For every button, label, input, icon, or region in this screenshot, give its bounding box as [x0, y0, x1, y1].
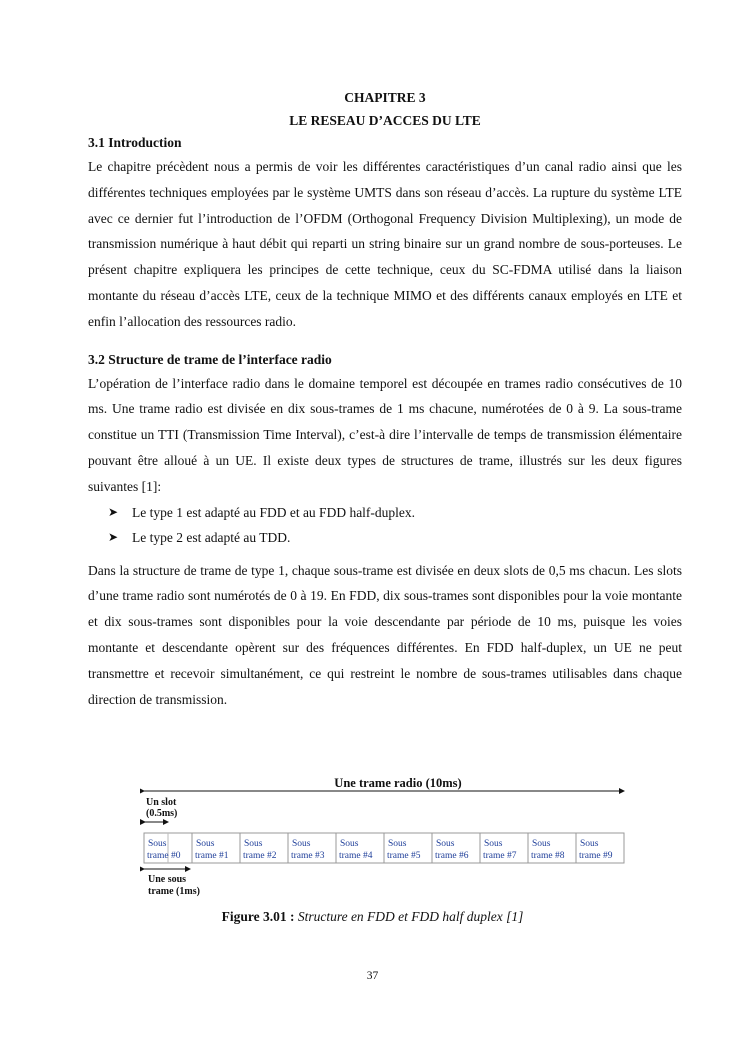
subframe-label-line1: Une sous [148, 874, 187, 885]
subframe-label-bottom: trame #7 [483, 851, 517, 861]
subframe-label-top: Sous [196, 839, 215, 849]
subframe-label-bottom: trame #8 [531, 851, 565, 861]
subframe-label-top: Sous [388, 839, 407, 849]
frame-structure-figure [140, 774, 630, 900]
frame-type-list [88, 500, 682, 550]
intro-paragraph: Le chapitre précèdent nous a permis de voir les différentes caractéristiques d’un canal radio ainsi que les différentes techniques employées par le système UMTS dans son réseau d’accès. La rupture du système LTE avec ce dernier fut l’introduction de l’OFDM (Orthogonal Frequency Division Multiplexing), un mode de transmission numérique à haut débit qui reparti un string binaire sur un grand nombre de sous-porteuses. Le présent chapitre expliquera les principes de cette technique, ceux du SC-FDMA utilisé dans la liaison montante du réseau d’accès LTE, ceux de la technique MIMO et des différents canaux employés en LTE et enfin l’allocation des ressources radio. [88, 159, 682, 329]
subframe-label-bottom: trame #6 [435, 851, 469, 861]
slot-label-line1: Un slot [146, 797, 177, 808]
list-item: ➤ Le type 2 est adapté au TDD. [108, 525, 682, 550]
subframe-label-bottom: trame #1 [195, 851, 229, 861]
subframe-label-top: Sous [340, 839, 359, 849]
page-content [88, 86, 682, 712]
section-frame-title: 3.2 Structure de trame de l’interface radio [88, 351, 332, 367]
chapter-title: LE RESEAU D’ACCES DU LTE [289, 113, 481, 128]
page-number: 37 [366, 970, 379, 982]
subframe-label-top: Sous [580, 839, 599, 849]
subframe-label-top: Sous [436, 839, 455, 849]
subframe-label-top: Sous [292, 839, 311, 849]
chapter-label: CHAPITRE 3 [344, 90, 426, 105]
subframe-label-bottom: trame #4 [339, 851, 373, 861]
subframe-label-bottom: trame #9 [579, 851, 613, 861]
arrow-bullet-icon: ➤ [108, 504, 119, 519]
subframe-label-line2: trame (1ms) [148, 886, 200, 897]
subframe-label-top: Sous [148, 839, 167, 849]
subframe-label-bottom: trame #5 [387, 851, 421, 861]
figure-caption: Figure 3.01 : Structure en FDD et FDD half duplex [1] [221, 909, 524, 924]
subframe-label-top: Sous [244, 839, 263, 849]
arrow-bullet-icon: ➤ [108, 529, 119, 544]
list-item: ➤ Le type 1 est adapté au FDD et au FDD half-duplex. [108, 500, 682, 525]
frame-diagram [140, 774, 630, 900]
subframe-label-bottom: trame #2 [243, 851, 277, 861]
section-intro-title: 3.1 Introduction [88, 135, 182, 150]
subframe-label-bottom: trame #3 [291, 851, 325, 861]
frame-paragraph: L’opération de l’interface radio dans le domaine temporel est découpée en trames radio consécutives de 10 ms. Une trame radio est divisée en dix sous-trames de 1 ms chacune, numérotées de 0 à 9. La sous-trame constitue un TTI (Transmission Time Interval), c’est-à dire l’intervalle de temps de transmission élémentaire pouvant être alloué à un UE. Il existe deux types de structures de trame, illustrés sur les deux figures suivantes [1]: [88, 375, 682, 494]
type1-paragraph: Dans la structure de trame de type 1, chaque sous-trame est divisée en deux slots de 0,5 ms chacun. Les slots d’une trame radio sont numérotés de 0 à 19. En FDD, dix sous-trames sont disponibles pour la voie montante et dix sous-trames sont disponibles pour la voie descendante par période de 10 ms, puisque les voies montante et descendante opèrent sur des fréquences différentes. En FDD half-duplex, un UE ne peut transmettre et recevoir simultanément, ce qui restreint le nombre de sous-trames utilisables dans chaque direction de transmission. [88, 562, 682, 707]
subframe-label-top: Sous [532, 839, 551, 849]
slot-label-line2: (0.5ms) [146, 808, 178, 819]
radio-frame-label: Une trame radio (10ms) [334, 776, 462, 790]
subframe-label-top: Sous [484, 839, 503, 849]
subframe-label-bottom: trame #0 [147, 851, 181, 861]
